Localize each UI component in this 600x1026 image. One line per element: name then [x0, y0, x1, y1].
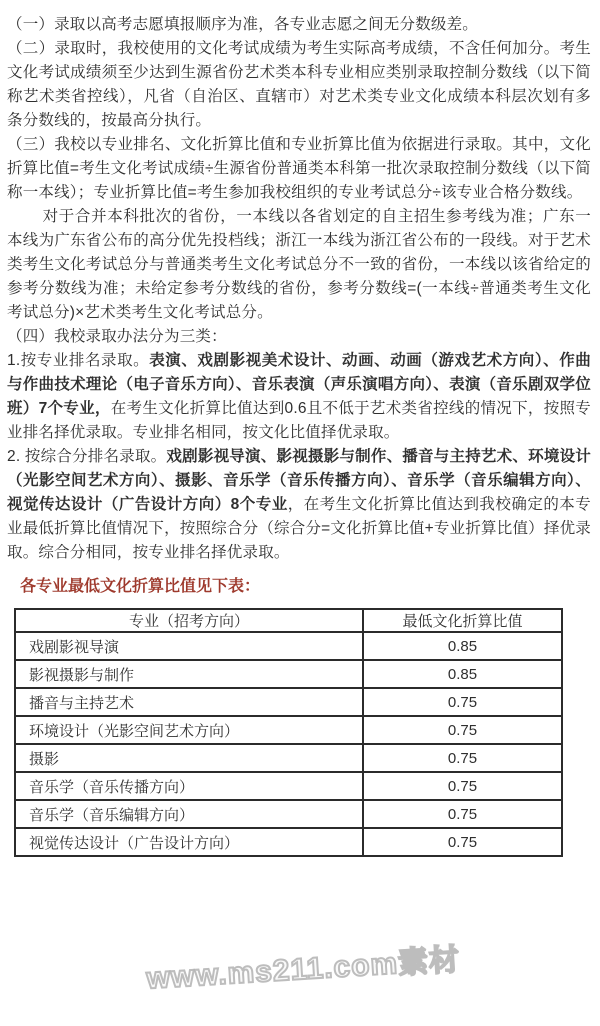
cell-major: 影视摄影与制作 — [15, 660, 363, 688]
paragraph-ratio-definition: （三）我校以专业排名、文化折算比值和专业折算比值为依据进行录取。其中，文化折算比值=考生文化考试成绩÷生源省份普通类本科第一批次录取控制分数线（以下简称一本线）；专业折算比值=考生参加我校组织的专业考试总分÷该专业合格分数线。 — [7, 136, 591, 201]
paragraph-method-2 — [7, 445, 591, 565]
table-heading: 各专业最低文化折算比值见下表： — [20, 578, 261, 595]
table-header-major: 专业（招考方向） — [15, 609, 363, 632]
table-header-row — [15, 609, 562, 632]
cell-ratio: 0.85 — [363, 632, 562, 660]
cell-major: 环境设计（光影空间艺术方向） — [15, 716, 363, 744]
cell-major: 播音与主持艺术 — [15, 688, 363, 716]
paragraph-culture-score-rule: （二）录取时，我校使用的文化考试成绩为考生实际高考成绩，不含任何加分。考生文化考试成绩须至少达到生源省份艺术类本科专业相应类别录取控制分数线（以下简称艺术类省控线），凡省（自治区、直辖市）对艺术类专业文化成绩本科层次划有多条分数线的，按最高分执行。 — [7, 40, 591, 129]
paragraph-admission-order: （一）录取以高考志愿填报顺序为准，各专业志愿之间无分数级差。 — [7, 16, 479, 33]
cell-major: 视觉传达设计（广告设计方向） — [15, 828, 363, 856]
paragraph-methods-intro: （四）我校录取办法分为三类： — [7, 328, 227, 345]
table-row — [15, 688, 562, 716]
table-row — [15, 828, 562, 856]
paragraph-reference-line: 对于合并本科批次的省份，一本线以各省划定的自主招生参考线为准；广东一本线为广东省公布的高分优先投档线；浙江一本线为浙江省公布的一段线。对于艺术类考生文化考试总分与普通类考生文化考试总分不一致的省份，一本线以该省给定的参考分数线为准；未给定参考分数线的省份，参考分数线=(一本线÷普通类考生文化考试总分)×艺术类考生文化考试总分。 — [7, 208, 591, 321]
method-1-majors-bold: 表演、戏剧影视美术设计、动画、动画（游戏艺术方向）、作曲与作曲技术理论（电子音乐方向）、音乐表演（声乐演唱方向）、表演（音乐剧双学位班）7个专业， — [7, 352, 591, 417]
method-2-rule: ，在考生文化折算比值达到我校确定的本专业最低折算比值情况下，按照综合分（综合分=文化折算比值+专业折算比值）择优录取。综合分相同，按专业排名择优录取。 — [7, 496, 591, 561]
cell-ratio: 0.85 — [363, 660, 562, 688]
cell-ratio: 0.75 — [363, 744, 562, 772]
method-2-majors-bold: 戏剧影视导演、影视摄影与制作、播音与主持艺术、环境设计（光影空间艺术方向）、摄影、音乐学（音乐传播方向）、音乐学（音乐编辑方向）、视觉传达设计（广告设计方向）8个专业 — [7, 448, 591, 513]
method-2-prefix: 2. 按综合分排名录取。 — [7, 448, 167, 465]
method-1-rule: 在考生文化折算比值达到0.6且不低于艺术类省控线的情况下，按照专业排名择优录取。专业排名相同，按文化比值择优录取。 — [7, 400, 591, 441]
paragraph-method-1 — [7, 349, 591, 445]
table-row — [15, 744, 562, 772]
table-row — [15, 800, 562, 828]
cell-ratio: 0.75 — [363, 716, 562, 744]
table-row — [15, 660, 562, 688]
cell-major: 戏剧影视导演 — [15, 632, 363, 660]
table-row — [15, 716, 562, 744]
table-row — [15, 632, 562, 660]
min-culture-ratio-table — [14, 608, 563, 857]
table-header-ratio: 最低文化折算比值 — [363, 609, 562, 632]
cell-major: 摄影 — [15, 744, 363, 772]
cell-major: 音乐学（音乐编辑方向） — [15, 800, 363, 828]
cell-major: 音乐学（音乐传播方向） — [15, 772, 363, 800]
site-watermark: www.ms211.com素材 — [145, 943, 461, 996]
cell-ratio: 0.75 — [363, 800, 562, 828]
table-row — [15, 772, 562, 800]
cell-ratio: 0.75 — [363, 828, 562, 856]
cell-ratio: 0.75 — [363, 688, 562, 716]
cell-ratio: 0.75 — [363, 772, 562, 800]
method-1-prefix: 1.按专业排名录取。 — [7, 352, 150, 369]
